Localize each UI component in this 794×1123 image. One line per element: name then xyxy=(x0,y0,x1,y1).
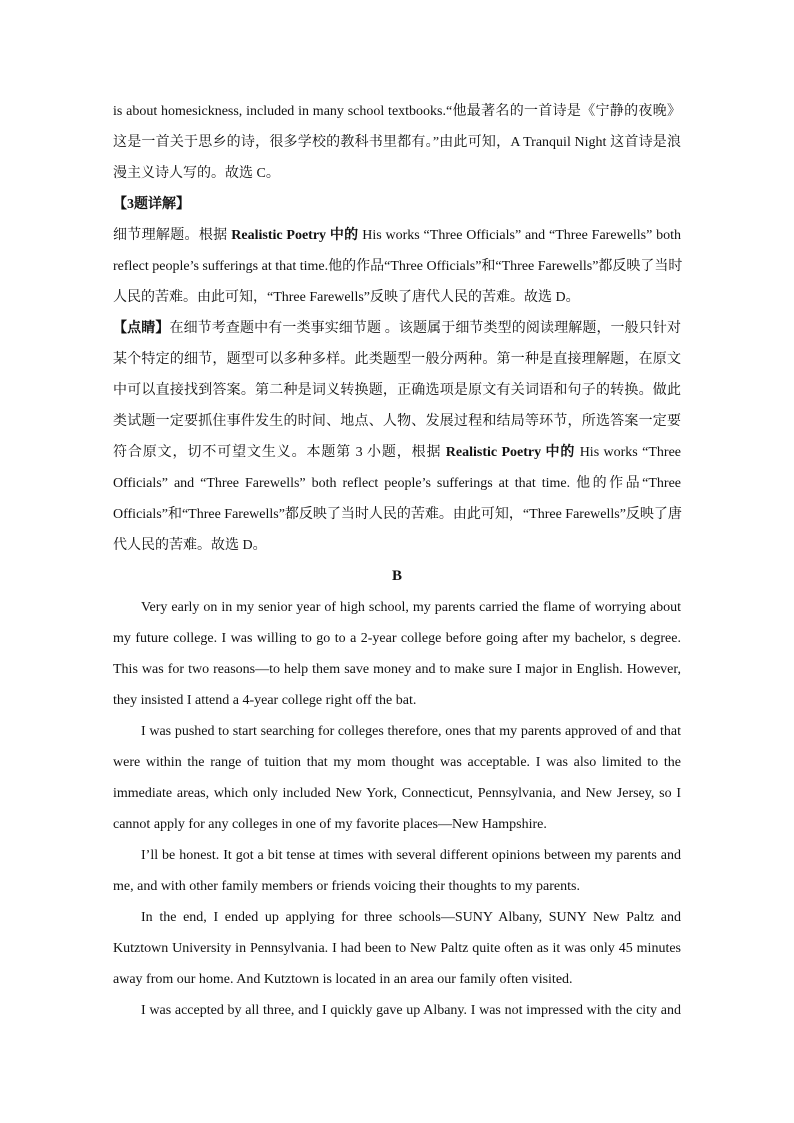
text-line: This was for two reasons—to help them save money and to make sure I major in English. However, xyxy=(113,662,681,677)
text-line: immediate areas, which only included New York, Connecticut, Pennsylvania, and New Jersey, so I xyxy=(113,786,681,801)
text-line: 人民的苦难。由此可知，“Three Farewells”反映了唐代人民的苦难。故选 D。 xyxy=(113,290,580,305)
text-line: 中可以直接找到答案。第二种是词义转换题，正确选项是原文有关词语和句子的转换。做此 xyxy=(113,383,681,398)
text-line: 符合原文，切不可望文生义。本题第 3 小题，根据 Realistic Poetry 中的 His works “Three xyxy=(113,445,681,460)
text-line: is about homesickness, included in many school textbooks.“他最著名的一首诗是《宁静的夜晚》 xyxy=(113,104,681,119)
text-line: reflect people’s sufferings at that time.他的作品“Three Officials”和“Three Farewells”都反映了当时 xyxy=(113,259,683,274)
text-line: cannot apply for any colleges in one of my favorite places—New Hampshire. xyxy=(113,817,547,832)
answer-explanation-continuation xyxy=(113,96,681,189)
passage-paragraph xyxy=(113,995,681,1026)
text-line: Very early on in my senior year of high school, my parents carried the flame of worrying about xyxy=(141,600,681,615)
passage-label: B xyxy=(391,568,402,584)
text-line: 【点睛】在细节考查题中有一类事实细节题 。该题属于细节类型的阅读理解题，一般只针对 xyxy=(113,321,682,336)
text-line: Officials” and “Three Farewells” both reflect people’s sufferings at that time. 他的作品“Three xyxy=(113,476,681,491)
text-line: they insisted I attend a 4-year college right off the bat. xyxy=(113,693,417,708)
text-line: In the end, I ended up applying for three schools—SUNY Albany, SUNY New Paltz and xyxy=(141,910,681,925)
text-line: Officials”和“Three Farewells”都反映了当时人民的苦难。由此可知，“Three Farewells”反映了唐 xyxy=(113,507,682,522)
q3-explanation xyxy=(113,220,681,313)
text-line: I was accepted by all three, and I quickly gave up Albany. I was not impressed with the city and xyxy=(141,1003,681,1018)
text-line: I was pushed to start searching for colleges therefore, ones that my parents approved of and that xyxy=(141,724,681,739)
text-line: 代人民的苦难。故选 D。 xyxy=(113,538,267,553)
q3-heading: 【3题详解】 xyxy=(113,197,190,212)
tip-section xyxy=(113,313,681,561)
text-line: 某个特定的细节，题型可以多种多样。此类题型一般分两种。第一种是直接理解题，在原文 xyxy=(113,352,681,367)
text-line: me, and with other family members or friends voicing their thoughts to my parents. xyxy=(113,879,580,894)
text-line: 漫主义诗人写的。故选 C。 xyxy=(113,166,280,181)
text-line: 类试题一定要抓住事件发生的时间、地点、人物、发展过程和结局等环节，所选答案一定要 xyxy=(113,414,681,429)
passage-body xyxy=(113,592,681,1026)
text-line: Kutztown University in Pennsylvania. I had been to New Paltz quite often as it was only 45 minutes xyxy=(113,941,681,956)
page-content xyxy=(113,96,681,1026)
text-line: away from our home. And Kutztown is located in an area our family often visited. xyxy=(113,972,573,987)
text-line: I’ll be honest. It got a bit tense at times with several different opinions between my parents and xyxy=(141,848,681,863)
text-line: my future college. I was willing to go to a 2-year college before going after my bachelor, s degree. xyxy=(113,631,681,646)
text-line: 这是一首关于思乡的诗，很多学校的教科书里都有。”由此可知，A Tranquil Night 这首诗是浪 xyxy=(113,135,681,150)
text-line: were within the range of tuition that my mom thought was acceptable. I was also limited to the xyxy=(113,755,681,770)
passage-paragraph xyxy=(113,592,681,716)
passage-paragraph xyxy=(113,716,681,840)
passage-paragraph xyxy=(113,902,681,995)
text-line: 细节理解题。根据 Realistic Poetry 中的 His works “Three Officials” and “Three Farewells” both xyxy=(113,228,681,243)
passage-paragraph xyxy=(113,840,681,902)
